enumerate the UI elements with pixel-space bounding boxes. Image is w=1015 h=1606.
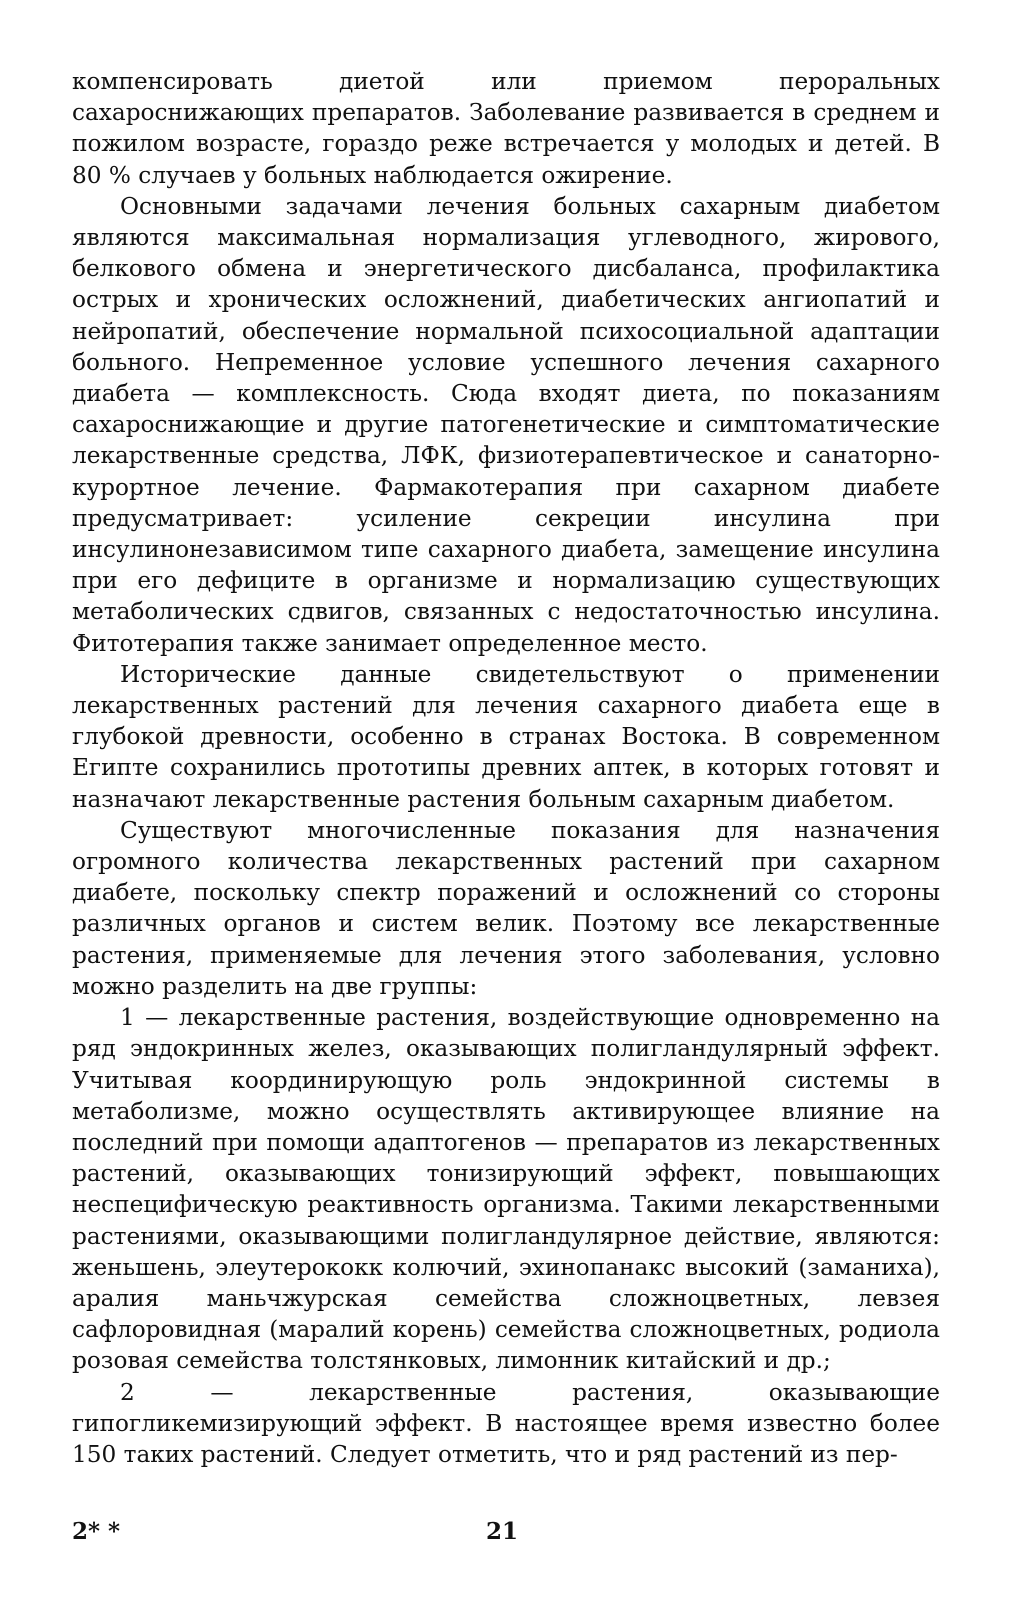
page-content — [72, 66, 940, 1606]
paragraph-3: Исторические данные свидетельствуют о применении лекарственных растений для лечения сахарного диабета еще в глубокой древности, особенно в странах Востока. В современном Египте сохранились прототипы древних аптек, в которых готовят и назначают лекарственные растения больным сахарным диабетом. — [72, 660, 940, 813]
signature-mark: 2* * — [72, 1518, 121, 1545]
page-number: 21 — [486, 1518, 519, 1545]
paragraph-2: Основными задачами лечения больных сахарным диабетом являются максимальная нормализация углеводного, жирового, белкового обмена и энергетического дисбаланса, профилактика острых и хронических осложнений, диабетических ангиопатий и нейропатий, обеспечение нормальной психосоциальной адаптации больного. Непременное условие успешного лечения сахарного диабета — комплексность. Сюда входят диета, по показаниям сахароснижающие и другие патогенетические и симптоматические лекарственные средства, ЛФК, физиотерапевтическое и санаторно-курортное лечение. Фармакотерапия при сахарном диабете предусматривает: усиление секреции инсулина при инсулинонезависимом типе сахарного диабета, замещение инсулина при его дефиците в организме и нормализацию существующих метаболических сдвигов, связанных с недостаточностью инсулина. Фитотерапия также занимает определенное место. — [72, 192, 940, 657]
paragraph-5: 1 — лекарственные растения, воздействующие одновременно на ряд эндокринных желез, оказывающих полигландулярный эффект. Учитывая координирующую роль эндокринной системы в метаболизме, можно осуществлять активирующее влияние на последний при помощи адаптогенов — препаратов из лекарственных растений, оказывающих тонизирующий эффект, повышающих неспецифическую реактивность организма. Такими лекарственными растениями, оказывающими полигландулярное действие, являются: женьшень, элеутерококк колючий, эхинопанакс высокий (заманиха), аралия маньчжурская семейства сложноцветных, левзея сафлоровидная (маралий корень) семейства сложноцветных, родиола розовая семейства толстянковых, лимонник китайский и др.; — [72, 1004, 940, 1375]
page-footer — [72, 1518, 940, 1554]
paragraph-6: 2 — лекарственные растения, оказывающие гипогликемизирующий эффект. В настоящее время известно более 150 таких растений. Следует отметить, что и ряд растений из пер- — [72, 1378, 940, 1468]
paragraph-4: Существуют многочисленные показания для назначения огромного количества лекарственных растений при сахарном диабете, поскольку спектр поражений и осложнений со стороны различных органов и систем велик. Поэтому все лекарственные растения, применяемые для лечения этого заболевания, условно можно разделить на две группы: — [72, 816, 940, 1000]
paragraph-1: компенсировать диетой или приемом пероральных сахароснижающих препаратов. Заболевание развивается в среднем и пожилом возрасте, гораздо реже встречается у молодых и детей. В 80 % случаев у больных наблюдается ожирение. — [72, 68, 940, 189]
body-text — [72, 66, 940, 1470]
